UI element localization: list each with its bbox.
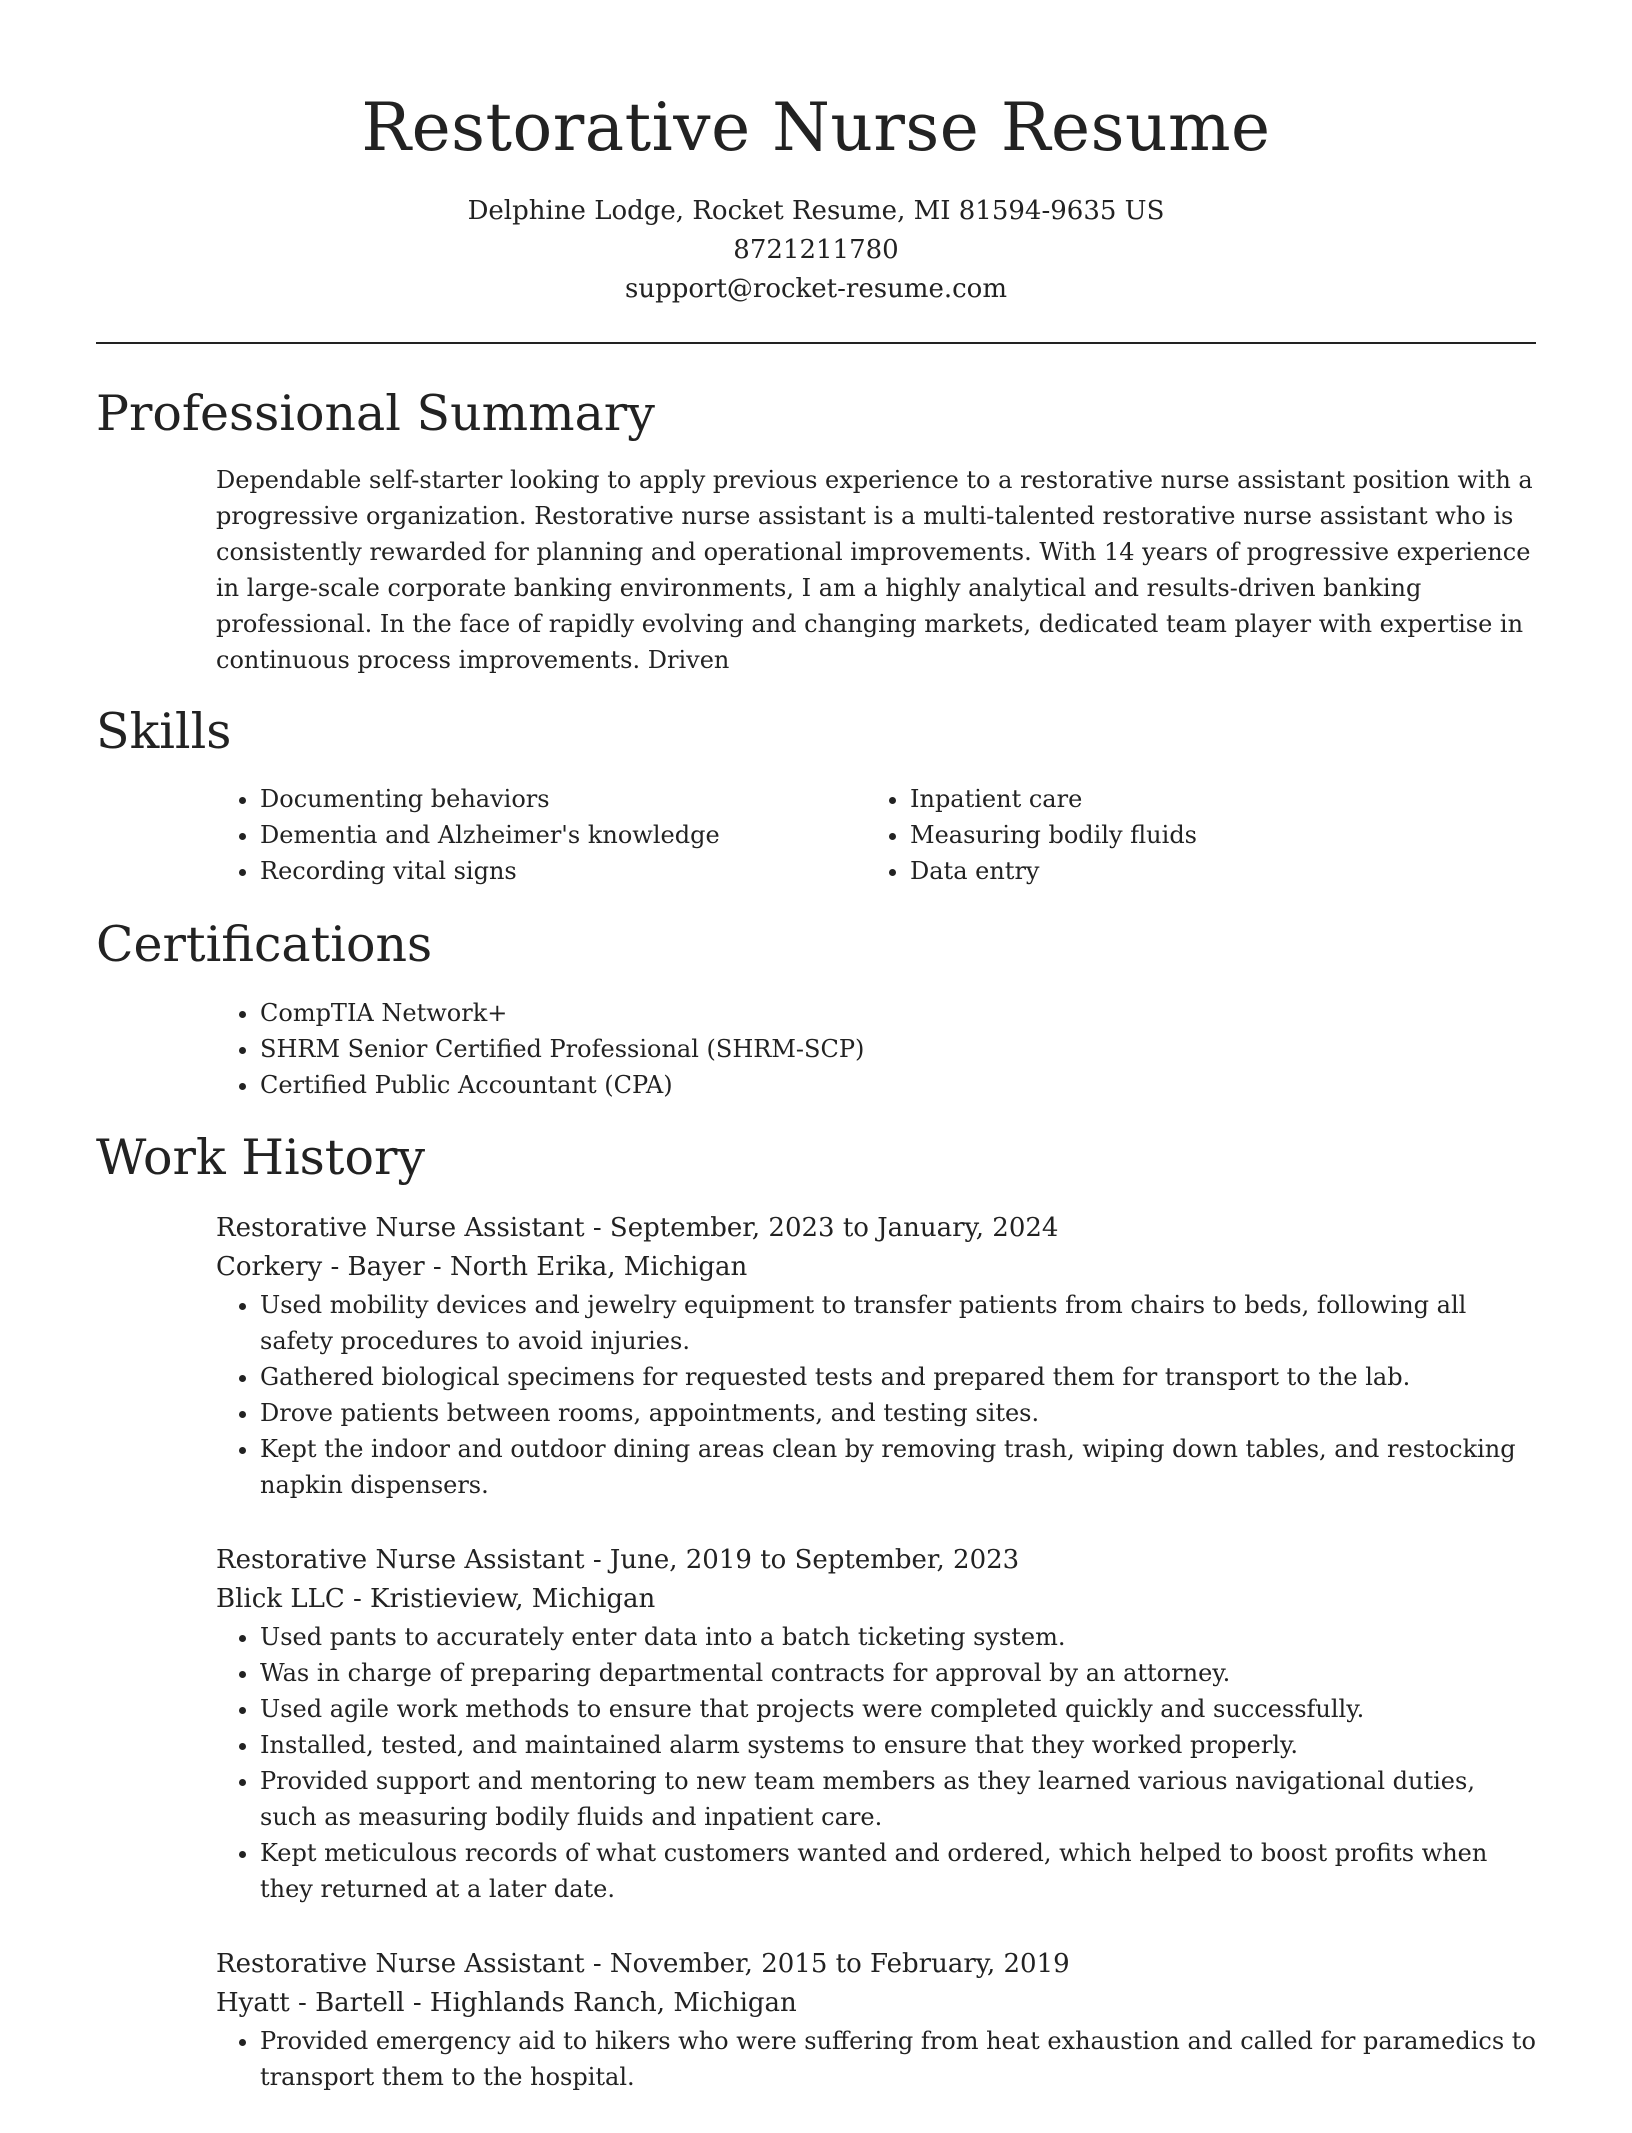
skill-item: • Measuring bodily fluids xyxy=(910,817,1516,853)
contact-email: support@rocket-resume.com xyxy=(624,274,1007,304)
skill-item: • Recording vital signs xyxy=(260,853,866,889)
resume-title: Restorative Nurse Resume xyxy=(361,89,1271,166)
job-title-dates: Restorative Nurse Assistant - June, 2019 to September, 2023 xyxy=(216,1545,1020,1575)
skill-item: • Dementia and Alzheimer's knowledge xyxy=(260,817,866,853)
section-heading-skills: Skills xyxy=(96,703,232,760)
job-duty: • Provided support and mentoring to new team members as they learned various navigational duties, such as measuring bodily fluids and inpatient care. xyxy=(260,1763,1538,1835)
skill-item: • Inpatient care xyxy=(910,781,1516,817)
certification-item: • CompTIA Network+ xyxy=(260,995,1538,1031)
job-duties xyxy=(216,1287,1538,1503)
section-heading-summary: Professional Summary xyxy=(96,385,655,442)
job-duty: • Installed, tested, and maintained alarm systems to ensure that they worked properly. xyxy=(260,1727,1538,1763)
skills-list xyxy=(216,781,1538,889)
job-company: Hyatt - Bartell - Highlands Ranch, Michigan xyxy=(216,1988,797,2018)
job-entry xyxy=(216,1945,1538,2095)
job-duty: • Was in charge of preparing departmental contracts for approval by an attorney. xyxy=(260,1655,1538,1691)
contact-block xyxy=(0,192,1632,309)
header-divider xyxy=(96,342,1536,344)
job-duty: • Used mobility devices and jewelry equipment to transfer patients from chairs to beds, following all safety procedures to avoid injuries. xyxy=(260,1287,1538,1359)
job-title-dates: Restorative Nurse Assistant - November, 2015 to February, 2019 xyxy=(216,1949,1070,1979)
skill-item: • Documenting behaviors xyxy=(260,781,866,817)
job-duty: • Kept meticulous records of what customers wanted and ordered, which helped to boost profits when they returned at a later date. xyxy=(260,1835,1538,1907)
contact-address: Delphine Lodge, Rocket Resume, MI 81594-9635 US xyxy=(467,196,1165,226)
job-duty: • Gathered biological specimens for requested tests and prepared them for transport to the lab. xyxy=(260,1359,1538,1395)
work-history xyxy=(216,1209,1538,2133)
job-entry xyxy=(216,1541,1538,1907)
contact-phone: 8721211780 xyxy=(733,235,899,265)
job-duties xyxy=(216,2023,1538,2095)
job-duty: • Kept the indoor and outdoor dining areas clean by removing trash, wiping down tables, and restocking napkin dispensers. xyxy=(260,1431,1538,1503)
section-heading-certifications: Certifications xyxy=(96,916,433,973)
job-duty: • Drove patients between rooms, appointments, and testing sites. xyxy=(260,1395,1538,1431)
job-duty: • Used pants to accurately enter data into a batch ticketing system. xyxy=(260,1619,1538,1655)
job-company: Blick LLC - Kristieview, Michigan xyxy=(216,1584,656,1614)
skill-item: • Data entry xyxy=(910,853,1516,889)
job-entry xyxy=(216,1209,1538,1503)
job-duties xyxy=(216,1619,1538,1907)
skills-column-right xyxy=(866,781,1516,889)
certification-item: • SHRM Senior Certified Professional (SHRM-SCP) xyxy=(260,1031,1538,1067)
job-title-dates: Restorative Nurse Assistant - September, 2023 to January, 2024 xyxy=(216,1213,1059,1243)
resume-header xyxy=(0,0,1632,309)
section-heading-work-history: Work History xyxy=(96,1129,426,1186)
job-company: Corkery - Bayer - North Erika, Michigan xyxy=(216,1252,748,1282)
job-duty: • Provided emergency aid to hikers who were suffering from heat exhaustion and called for paramedics to transport them to the hospital. xyxy=(260,2023,1538,2095)
skills-column-left xyxy=(216,781,866,889)
certifications-list xyxy=(216,995,1538,1103)
job-duty: • Used agile work methods to ensure that projects were completed quickly and successfully. xyxy=(260,1691,1538,1727)
certification-item: • Certified Public Accountant (CPA) xyxy=(260,1067,1538,1103)
summary-text: Dependable self-starter looking to apply previous experience to a restorative nurse assistant position with a progressive organization. Restorative nurse assistant is a multi-talented restorative nurse assistant who is consistently rewarded for planning and operational improvements. With 14 years of progressive experience in large-scale corporate banking environments, I am a highly analytical and results-driven banking professional. In the face of rapidly evolving and changing markets, dedicated team player with expertise in continuous process improvements. Driven xyxy=(216,466,1533,674)
